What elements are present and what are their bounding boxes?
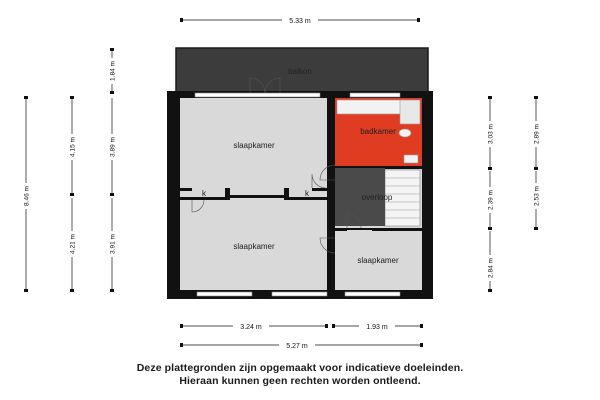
interior-wall [312,188,327,191]
svg-text:2.39 m: 2.39 m [487,190,495,210]
svg-text:2.84 m: 2.84 m [487,258,495,278]
label-badkamer: badkamer [360,127,396,136]
interior-wall [327,98,335,290]
toilet [399,129,411,137]
dim-left-lower [67,198,77,292]
disclaimer-line-2: Hieraan kunnen geen rechten worden ontleend. [179,375,421,387]
svg-text:2.53 m: 2.53 m [533,186,541,206]
interior-wall [230,187,287,200]
svg-text:3.03 m: 3.03 m [487,124,495,144]
dim-right-mid [485,171,495,230]
dim-right-bath [485,96,495,170]
interior-wall [225,188,230,200]
label-closet-left: k [202,189,206,198]
shower-tray [400,100,420,124]
bathtub [337,100,407,114]
svg-text:1.84 m: 1.84 m [109,61,117,81]
label-slaapkamer-bottom: slaapkamer [233,242,275,251]
dim-left-upper [67,96,77,196]
disclaimer-line-1: Deze plattegronden zijn opgemaakt voor indicatieve doeleinden. [136,362,464,374]
dim-left-room-lower [107,198,117,292]
interior-wall [335,228,347,231]
dim-right-lower [485,231,495,292]
dim-top-width [180,15,420,25]
svg-text:3.24 m: 3.24 m [240,324,262,331]
svg-text:4.15 m: 4.15 m [69,137,77,157]
window [350,93,400,97]
label-overloop: overloop [361,193,393,202]
svg-text:5.33 m: 5.33 m [289,18,311,25]
label-balkon: balkon [288,67,312,76]
svg-text:5.27 m: 5.27 m [286,343,308,350]
label-closet-mid: k [305,189,309,198]
svg-text:3.91 m: 3.91 m [109,234,117,254]
svg-text:3.89 m: 3.89 m [109,137,117,157]
dim-bottom-total [180,340,423,350]
svg-text:4.21 m: 4.21 m [69,234,77,254]
svg-text:8.46 m: 8.46 m [23,186,31,206]
label-slaapkamer-top: slaapkamer [233,141,275,150]
svg-text:1.93 m: 1.93 m [366,324,388,331]
dim-bottom-right [332,321,423,331]
label-slaapkamer-right: slaapkamer [357,256,399,265]
window [195,93,320,97]
window [345,292,400,296]
dim-right-outer-upper [531,96,541,170]
dim-bottom-left [180,321,328,331]
dim-left-room-upper [107,98,117,196]
dim-left-total [21,96,31,292]
interior-wall [284,188,289,200]
sink [404,155,418,163]
interior-wall [180,188,192,191]
window [197,292,252,296]
interior-wall [372,228,422,231]
dim-right-outer-lower [531,171,541,230]
dim-left-balkon [107,48,117,94]
interior-wall [230,195,285,198]
window [272,292,327,296]
svg-text:2.89 m: 2.89 m [533,124,541,144]
